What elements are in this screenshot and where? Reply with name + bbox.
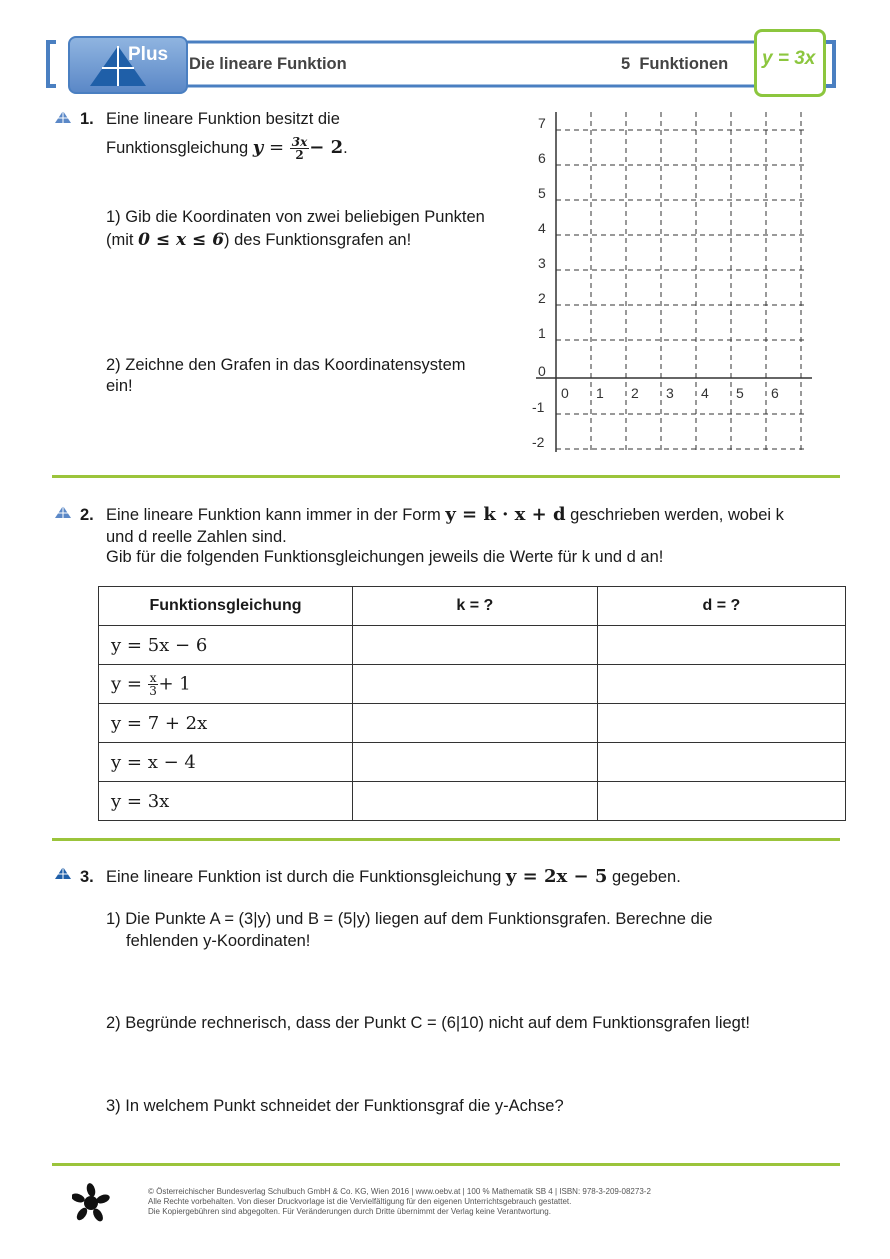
task3-line1 bbox=[106, 866, 681, 888]
logo-plus-label: Plus bbox=[128, 44, 169, 65]
task3-line1-pre: Eine lineare Funktion ist durch die Funktionsgleichung bbox=[106, 868, 506, 886]
d-answer-cell[interactable] bbox=[597, 626, 845, 665]
task1-q2-line2: ein! bbox=[106, 377, 133, 395]
page-title: Die lineare Funktion bbox=[189, 55, 347, 73]
equation-cell bbox=[99, 665, 353, 704]
task1-eq-numerator: 3x bbox=[291, 135, 308, 149]
k-answer-cell[interactable] bbox=[353, 665, 598, 704]
k-answer-cell[interactable] bbox=[353, 782, 598, 821]
y-tick-label: 6 bbox=[538, 150, 546, 166]
divider bbox=[52, 475, 840, 478]
y-tick-label: 5 bbox=[538, 185, 546, 201]
task3-q3: 3) In welchem Punkt schneidet der Funktionsgraf die y-Achse? bbox=[106, 1097, 564, 1115]
y-tick-label: -1 bbox=[532, 399, 545, 415]
task2-line1 bbox=[106, 504, 784, 526]
table-header-row bbox=[99, 587, 846, 626]
task1-eq-denominator: 2 bbox=[295, 148, 304, 162]
k-answer-cell[interactable] bbox=[353, 626, 598, 665]
d-answer-cell[interactable] bbox=[597, 743, 845, 782]
chapter-label: 5 Funktionen bbox=[621, 55, 729, 73]
column-header: d = ? bbox=[597, 587, 845, 626]
task2-line3: Gib für die folgenden Funktionsgleichungen jeweils die Werte für k und d an! bbox=[106, 548, 664, 566]
task3-q1-line2: fehlenden y-Koordinaten! bbox=[126, 932, 311, 950]
fraction-eq-pre: y = bbox=[111, 673, 148, 694]
k-answer-cell[interactable] bbox=[353, 704, 598, 743]
badge-box bbox=[754, 29, 826, 97]
badge-label: y = 3x bbox=[762, 48, 816, 69]
task1-q2-line1: 2) Zeichne den Grafen in das Koordinatensystem bbox=[106, 356, 466, 374]
fraction bbox=[148, 672, 159, 697]
task1-intro-line1: Eine lineare Funktion besitzt die bbox=[106, 110, 340, 128]
task3-equation: y = 2x − 5 bbox=[505, 866, 608, 887]
column-header: k = ? bbox=[353, 587, 598, 626]
task2-number: 2. bbox=[80, 506, 94, 524]
y-tick-label: 0 bbox=[538, 363, 546, 379]
grid-lines bbox=[556, 112, 808, 452]
footer-line: Die Kopiergebühren sind abgegolten. Für Veränderungen durch Dritte übernimmt der Verlag keine Verantwortung. bbox=[148, 1207, 551, 1216]
equation-cell: y = 5x − 6 bbox=[99, 626, 353, 665]
task2-line2: und d reelle Zahlen sind. bbox=[106, 528, 287, 546]
table-row bbox=[99, 743, 846, 782]
task1-number: 1. bbox=[80, 110, 94, 128]
y-tick-label: 2 bbox=[538, 290, 546, 306]
task1-intro-line2: Funktionsgleichung bbox=[106, 138, 253, 157]
task1-eq-fraction bbox=[290, 136, 310, 161]
equation-cell: y = 7 + 2x bbox=[99, 704, 353, 743]
task1-q1-line2 bbox=[106, 229, 411, 251]
d-answer-cell[interactable] bbox=[597, 704, 845, 743]
coordinate-grid[interactable] bbox=[528, 108, 818, 454]
x-tick-label: 5 bbox=[736, 385, 744, 401]
table-row bbox=[99, 626, 846, 665]
equation-cell: y = 3x bbox=[99, 782, 353, 821]
footer-line: Alle Rechte vorbehalten. Von dieser Druckvorlage ist die Vervielfältigung für den eigenen Unterrichtsgebrauch gestattet. bbox=[148, 1197, 572, 1206]
task1-eq-y: y bbox=[252, 136, 264, 158]
column-header: Funktionsgleichung bbox=[99, 587, 353, 626]
difficulty-icon bbox=[54, 866, 72, 880]
y-tick-label: 3 bbox=[538, 255, 546, 271]
fraction-eq-post: + 1 bbox=[158, 673, 191, 694]
fraction-denominator: 3 bbox=[149, 683, 157, 698]
table-row bbox=[99, 782, 846, 821]
divider bbox=[52, 1163, 840, 1166]
task1-equation-line bbox=[106, 136, 348, 161]
x-tick-label: 1 bbox=[596, 385, 604, 401]
divider bbox=[52, 838, 840, 841]
task3-q2: 2) Begründe rechnerisch, dass der Punkt C = (6|10) nicht auf dem Funktionsgrafen liegt! bbox=[106, 1014, 751, 1032]
task1-eq-period: . bbox=[343, 138, 348, 157]
d-answer-cell[interactable] bbox=[597, 782, 845, 821]
y-tick-label: -2 bbox=[532, 434, 545, 450]
task3-line1-post: gegeben. bbox=[607, 868, 681, 886]
task2-line1-pre: Eine lineare Funktion kann immer in der Form bbox=[106, 506, 446, 524]
function-table bbox=[98, 586, 846, 821]
task1-q1-post: ) des Funktionsgrafen an! bbox=[224, 231, 412, 249]
task1-eq-equals: = bbox=[263, 136, 290, 158]
x-tick-label: 6 bbox=[771, 385, 779, 401]
task2-line1-post: geschrieben werden, wobei k bbox=[565, 506, 784, 524]
task3-number: 3. bbox=[80, 868, 94, 886]
task1-q1-range: 0 ≤ x ≤ 6 bbox=[138, 230, 225, 250]
difficulty-icon bbox=[54, 505, 72, 519]
y-tick-label: 1 bbox=[538, 325, 546, 341]
y-tick-label: 4 bbox=[538, 220, 546, 236]
x-tick-label: 4 bbox=[701, 385, 709, 401]
plus-logo bbox=[68, 36, 188, 94]
x-tick-label: 2 bbox=[631, 385, 639, 401]
table-row bbox=[99, 665, 846, 704]
d-answer-cell[interactable] bbox=[597, 665, 845, 704]
task3-q1-line1: 1) Die Punkte A = (3|y) und B = (5|y) liegen auf dem Funktionsgrafen. Berechne die bbox=[106, 910, 713, 928]
x-tick-label: 3 bbox=[666, 385, 674, 401]
table-row bbox=[99, 704, 846, 743]
task1-q1-pre: (mit bbox=[106, 231, 139, 249]
footer-text bbox=[148, 1187, 651, 1217]
task1-q1-line1: 1) Gib die Koordinaten von zwei beliebigen Punkten bbox=[106, 208, 485, 226]
footer-line: © Österreichischer Bundesverlag Schulbuch GmbH & Co. KG, Wien 2016 | www.oebv.at | 100 % Mathematik SB 4 | ISBN: 978-3-209-08273-2 bbox=[148, 1187, 651, 1196]
y-tick-label: 7 bbox=[538, 115, 546, 131]
publisher-logo-icon bbox=[72, 1183, 110, 1223]
k-answer-cell[interactable] bbox=[353, 743, 598, 782]
x-tick-label: 0 bbox=[561, 385, 569, 401]
equation-cell: y = x − 4 bbox=[99, 743, 353, 782]
task1-eq-rest: − 2 bbox=[309, 136, 344, 158]
difficulty-icon bbox=[54, 110, 72, 124]
task2-form: y = k · x + d bbox=[445, 504, 566, 525]
fraction-numerator: x bbox=[149, 670, 157, 685]
